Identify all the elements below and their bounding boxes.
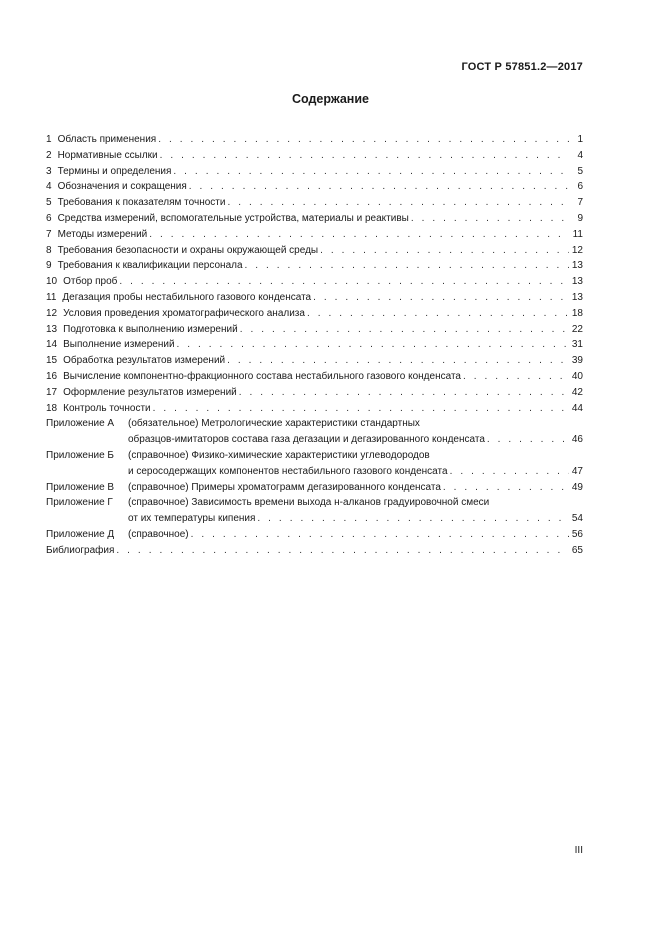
section-page: 5 (577, 165, 583, 177)
section-page: 39 (571, 355, 583, 367)
section-label (46, 258, 243, 274)
section-label (46, 322, 238, 338)
dot-leader (116, 543, 569, 559)
section-label (46, 211, 409, 227)
toc-entry-appendix[interactable] (46, 480, 583, 496)
appendix-page: 56 (571, 528, 583, 540)
appendix-title-line2: от их температуры кипения (128, 513, 256, 525)
appendix-label: Приложение Д (46, 528, 115, 540)
dot-leader (257, 511, 569, 527)
appendix-page: 47 (571, 465, 583, 477)
dot-leader (239, 385, 569, 401)
dot-leader (173, 164, 569, 180)
dot-leader (158, 132, 569, 148)
dot-leader (245, 258, 569, 274)
section-title: Выполнение измерений (63, 339, 175, 351)
toc-entry-section-2[interactable] (46, 148, 583, 164)
section-page: 44 (571, 402, 583, 414)
section-title: Область применения (57, 134, 157, 145)
section-title: Подготовка к выполнению измерений (63, 323, 238, 335)
toc-entry-section-16[interactable] (46, 369, 583, 385)
appendix-body (128, 495, 583, 527)
section-page: 6 (577, 181, 583, 193)
toc-entry-appendix[interactable] (46, 495, 583, 527)
section-number: 18 (46, 402, 58, 414)
section-number: 14 (46, 339, 58, 351)
appendix-title-line (128, 480, 583, 496)
toc-entry-section-14[interactable] (46, 337, 583, 353)
toc-entry-appendix[interactable] (46, 527, 583, 543)
dot-leader (227, 195, 569, 211)
toc-entry-bibliography[interactable] (46, 543, 583, 559)
section-page: 9 (577, 212, 583, 224)
section-label (46, 164, 171, 180)
appendix-body (128, 527, 583, 543)
section-label (46, 369, 461, 385)
section-title: Термины и определения (57, 165, 172, 177)
standard-code: ГОСТ Р 57851.2—2017 (461, 61, 583, 73)
section-page: 42 (571, 386, 583, 398)
dot-leader (149, 227, 569, 243)
appendix-page: 49 (571, 481, 583, 493)
appendix-title-line2: (справочное) Примеры хроматограмм дегазированного конденсата (128, 481, 441, 493)
toc-entry-section-10[interactable] (46, 274, 583, 290)
appendix-label: Приложение Б (46, 449, 114, 461)
section-page: 1 (577, 134, 583, 145)
section-label (46, 243, 318, 259)
section-label (46, 401, 151, 417)
appendix-label: Приложение А (46, 418, 115, 430)
toc-entry-section-5[interactable] (46, 195, 583, 211)
section-page: 31 (571, 339, 583, 351)
appendix-title-line1: (справочное) Зависимость времени выхода н-алканов градуировочной смеси (128, 497, 490, 509)
dot-leader (119, 274, 569, 290)
section-page: 13 (571, 291, 583, 303)
section-number: 4 (46, 181, 52, 193)
dot-leader (443, 480, 569, 496)
toc-entry-section-11[interactable] (46, 290, 583, 306)
section-label (46, 148, 158, 164)
section-number: 12 (46, 307, 58, 319)
section-number: 17 (46, 386, 58, 398)
toc-entry-section-9[interactable] (46, 258, 583, 274)
section-title: Средства измерений, вспомогательные устройства, материалы и реактивы (57, 212, 409, 224)
appendix-body (128, 448, 583, 480)
section-title: Обработка результатов измерений (63, 355, 226, 367)
toc-entry-section-17[interactable] (46, 385, 583, 401)
section-label (46, 132, 156, 148)
section-number: 1 (46, 134, 52, 145)
section-label (46, 353, 225, 369)
section-title: Вычисление компонентно-фракционного состава нестабильного газового конденсата (63, 370, 461, 382)
dot-leader (177, 337, 569, 353)
appendix-page: 46 (571, 434, 583, 446)
section-title: Требования к квалификации персонала (57, 260, 243, 272)
section-page: 4 (577, 149, 583, 161)
section-number: 6 (46, 212, 52, 224)
dot-leader (320, 243, 569, 259)
toc-entry-appendix[interactable] (46, 448, 583, 480)
appendix-title-line (128, 511, 583, 527)
section-number: 5 (46, 197, 52, 209)
toc-entry-section-15[interactable] (46, 353, 583, 369)
toc-entry-section-18[interactable] (46, 401, 583, 417)
dot-leader (240, 322, 569, 338)
section-page: 11 (572, 228, 583, 240)
dot-leader (450, 464, 569, 480)
section-page: 40 (571, 370, 583, 382)
section-number: 13 (46, 323, 58, 335)
toc-entry-appendix[interactable] (46, 416, 583, 448)
section-label (46, 290, 311, 306)
dot-leader (191, 527, 569, 543)
section-number: 7 (46, 228, 52, 240)
dot-leader (160, 148, 569, 164)
dot-leader (313, 290, 569, 306)
section-label (46, 195, 225, 211)
bibliography-page: 65 (571, 544, 583, 556)
toc-appendices (46, 416, 583, 542)
toc-entry-section-13[interactable] (46, 322, 583, 338)
dot-leader (487, 432, 569, 448)
bibliography-title: Библиография (46, 544, 115, 556)
toc-entry-section-8[interactable] (46, 243, 583, 259)
appendix-title-line1: (обязательное) Метрологические характеристики стандартных (128, 418, 420, 430)
appendix-label: Приложение В (46, 481, 115, 493)
toc-entry-section-4[interactable] (46, 179, 583, 195)
toc-entry-section-3[interactable] (46, 164, 583, 180)
dot-leader (411, 211, 569, 227)
section-label (46, 274, 117, 290)
appendix-title-line1: (справочное) Физико-химические характеристики углеводородов (128, 449, 430, 461)
dot-leader (189, 179, 569, 195)
section-title: Контроль точности (63, 402, 151, 414)
dot-leader (463, 369, 569, 385)
section-page: 7 (577, 197, 583, 209)
section-number: 10 (46, 276, 58, 288)
appendix-page: 54 (571, 513, 583, 525)
section-title: Дегазация пробы нестабильного газового конденсата (62, 291, 312, 303)
section-number: 8 (46, 244, 52, 256)
section-page: 22 (571, 323, 583, 335)
section-title: Методы измерений (57, 228, 148, 240)
section-title: Отбор проб (63, 276, 118, 288)
toc-sections (46, 132, 583, 416)
section-label (46, 337, 175, 353)
appendix-title-line (128, 464, 583, 480)
section-number: 9 (46, 260, 52, 272)
appendix-body (128, 480, 583, 496)
section-title: Условия проведения хроматографического анализа (63, 307, 305, 319)
appendix-title-line2: (справочное) (128, 528, 189, 540)
section-label (46, 179, 187, 195)
section-label (46, 306, 305, 322)
section-page: 18 (571, 307, 583, 319)
section-title: Требования безопасности и охраны окружающей среды (57, 244, 319, 256)
toc-entry-section-1[interactable] (46, 132, 583, 148)
section-page: 12 (571, 244, 583, 256)
section-number: 16 (46, 370, 58, 382)
table-of-contents (46, 132, 583, 559)
appendix-title-line (128, 527, 583, 543)
page-number: III (574, 845, 583, 856)
section-number: 15 (46, 355, 58, 367)
section-page: 13 (571, 276, 583, 288)
toc-entry-section-6[interactable] (46, 211, 583, 227)
section-number: 11 (46, 291, 57, 303)
section-page: 13 (571, 260, 583, 272)
section-number: 3 (46, 165, 52, 177)
section-title: Требования к показателям точности (57, 197, 226, 209)
appendix-label: Приложение Г (46, 497, 113, 509)
appendix-title-line2: и серосодержащих компонентов нестабильного газового конденсата (128, 465, 448, 477)
dot-leader (153, 401, 569, 417)
toc-entry-section-7[interactable] (46, 227, 583, 243)
section-title: Нормативные ссылки (57, 149, 158, 161)
appendix-body (128, 416, 583, 448)
dot-leader (307, 306, 569, 322)
toc-title: Содержание (291, 92, 369, 106)
section-label (46, 227, 147, 243)
section-title: Обозначения и сокращения (57, 181, 187, 193)
section-label (46, 385, 237, 401)
appendix-title-line (128, 432, 583, 448)
section-number: 2 (46, 149, 52, 161)
toc-entry-section-12[interactable] (46, 306, 583, 322)
dot-leader (227, 353, 569, 369)
appendix-title-line2: образцов-имитаторов состава газа дегазации и дегазированного конденсата (128, 434, 485, 446)
section-title: Оформление результатов измерений (63, 386, 237, 398)
